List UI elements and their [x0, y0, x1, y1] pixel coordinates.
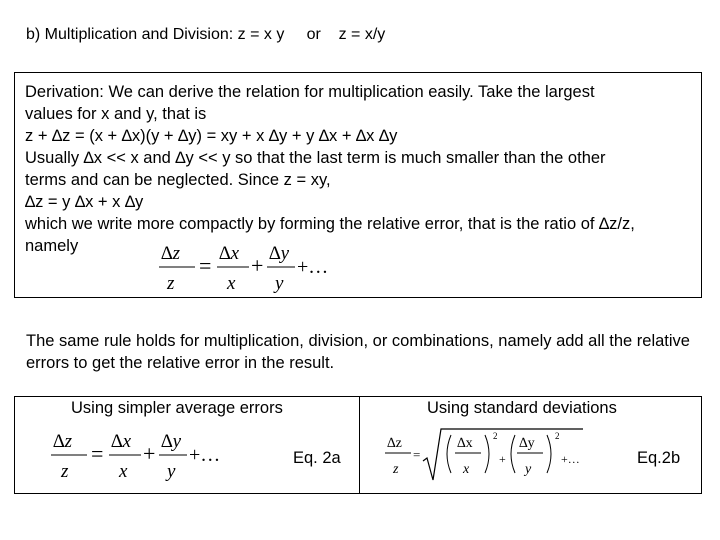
derivation-line-6: ∆z = y ∆x + x ∆y: [25, 193, 144, 211]
eq-den-z: z: [167, 273, 175, 294]
eq2b-den-x: x: [463, 462, 470, 477]
derivation-label: Derivation:: [25, 83, 104, 101]
eq2b-num-z: ∆z: [387, 436, 402, 451]
derivation-line-1: Derivation: We can derive the relation for multiplication easily. Take the largest: [25, 83, 595, 101]
derivation-line-5: terms and can be neglected. Since z = xy,: [25, 171, 331, 189]
col1-header: Using simpler average errors: [71, 399, 283, 417]
eq2b-label: Eq.2b: [637, 449, 681, 467]
eq2b-power-x: 2: [493, 431, 498, 441]
eq2a-equals: =: [91, 441, 104, 466]
eq2b-plus: +: [499, 452, 506, 466]
derivation-line-7: which we write more compactly by forming the relative error, that is the ratio of ∆z/z,: [25, 215, 635, 233]
eq2b-den-y: y: [525, 462, 532, 477]
eq-2a: [35, 429, 245, 485]
eq2b-num-x: ∆x: [457, 436, 473, 451]
eq2b-power-y: 2: [555, 431, 560, 441]
heading-suffix: z = x/y: [338, 26, 386, 43]
table-divider: [359, 397, 360, 493]
comparison-table: [14, 396, 702, 494]
paren-left: [511, 435, 515, 473]
derivation-line-2: values for x and y, that is: [25, 105, 207, 123]
paren-left: [447, 435, 451, 473]
col2-header: Using standard deviations: [427, 399, 617, 417]
heading-or: or: [306, 26, 321, 43]
paren-right: [485, 435, 489, 473]
eq2a-label: Eq. 2a: [293, 449, 341, 467]
eq2a-num-x: ∆x: [111, 431, 132, 452]
eq-ellipsis: +…: [297, 256, 329, 278]
eq-num-x: ∆x: [219, 243, 240, 264]
derivation-line-8: namely: [25, 237, 79, 255]
eq-2b: [383, 425, 623, 487]
eq-den-x: x: [227, 273, 236, 294]
eq2a-ellipsis: +…: [189, 444, 221, 466]
eq2a-num-y: ∆y: [161, 431, 182, 452]
section-heading: [26, 26, 385, 44]
paren-right: [547, 435, 551, 473]
eq2b-den-z: z: [393, 462, 399, 477]
eq-num-z: ∆z: [161, 243, 181, 264]
eq2a-den-x: x: [119, 461, 128, 482]
eq-equals: =: [199, 253, 212, 278]
eq2a-den-y: y: [167, 461, 176, 482]
eq-num-y: ∆y: [269, 243, 290, 264]
eq-den-y: y: [275, 273, 284, 294]
eq2a-plus: +: [143, 441, 156, 466]
derivation-line-3: z + ∆z = (x + ∆x)(y + ∆y) = xy + x ∆y + y ∆x + ∆x ∆y: [25, 127, 398, 145]
heading-prefix: b) Multiplication and Division: z = x y: [26, 26, 285, 43]
eq2b-ellipsis: +…: [561, 452, 580, 466]
derivation-line-4: Usually ∆x << x and ∆y << y so that the last term is much smaller than the other: [25, 149, 606, 167]
eq2a-num-z: ∆z: [53, 431, 73, 452]
eq2b-num-y: ∆y: [519, 436, 535, 451]
derivation-box: [14, 72, 702, 298]
eq-plus: +: [251, 253, 264, 278]
relative-error-equation: [155, 241, 355, 297]
eq2a-den-z: z: [61, 461, 69, 482]
eq2b-equals: =: [413, 447, 421, 462]
rule-paragraph: The same rule holds for multiplication, division, or combinations, namely add all the relative errors to get the relative error in the result.: [26, 332, 690, 372]
